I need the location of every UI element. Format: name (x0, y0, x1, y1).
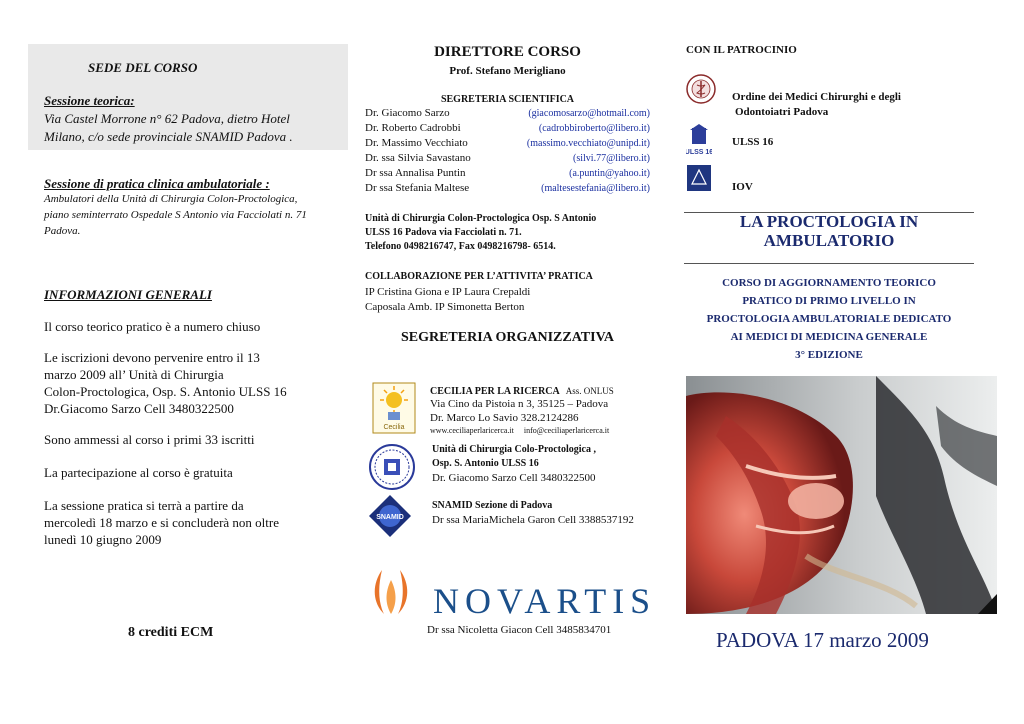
contact-name: Dr ssa Stefania Maltese (365, 182, 470, 194)
snamid-logo-text: SNAMID (376, 514, 404, 521)
crediti-ecm: 8 crediti ECM (128, 625, 214, 640)
anatomy-illustration (686, 376, 997, 614)
info-numero-chiuso: Il corso teorico pratico è a numero chiuso (44, 319, 261, 334)
main-title-2: AMBULATORIO (763, 231, 895, 250)
ulss-building-icon (686, 124, 712, 156)
sede-title: SEDE DEL CORSO (88, 60, 198, 75)
cecilia-logo-icon (372, 382, 416, 434)
pratica-text-1: Ambulatori della Unità di Chirurgia Colon-Proctologica, (44, 193, 298, 205)
cecilia-web[interactable]: www.ceciliaperlaricerca.it info@ceciliaperlaricerca.it (430, 426, 610, 435)
segreteria-organizzativa-title: SEGRETERIA ORGANIZZATIVA (400, 330, 615, 345)
collab-line-2: Caposala Amb. IP Simonetta Berton (365, 301, 525, 313)
segreteria-scientifica-title: SEGRETERIA SCIENTIFICA (440, 94, 575, 105)
ordine-line-1: Ordine dei Medici Chirurghi e degli (732, 91, 901, 103)
contact-row (365, 167, 650, 182)
main-title-1: LA PROCTOLOGIA IN (739, 212, 919, 231)
info-sessione-3: lunedì 10 giugno 2009 (44, 532, 162, 547)
info-iscrizioni-4: Dr.Giacomo Sarzo Cell 3480322500 (44, 401, 234, 416)
info-sessione-2: mercoledì 18 marzo e si concluderà non oltre (44, 515, 279, 530)
snamid-title: SNAMID Sezione di Padova (432, 500, 553, 511)
contact-row (365, 182, 650, 197)
info-iscrizioni-2: marzo 2009 all’ Unità di Chirurgia (44, 367, 224, 382)
contact-email[interactable]: (silvi.77@libero.it) (573, 153, 650, 164)
snamid-logo (368, 494, 412, 538)
ordine-line-2: Odontoiatri Padova (735, 106, 829, 118)
contact-row (365, 122, 650, 137)
anatomy-image-icon (686, 376, 997, 614)
contact-row (365, 137, 650, 152)
contact-name: Dr. ssa Silvia Savastano (365, 152, 471, 164)
ordine-logo (686, 74, 716, 104)
ulss-unit-1: Unità di Chirurgia Colo-Proctologica , (432, 444, 596, 455)
course-subtitle-1: CORSO DI AGGIORNAMENTO TEORICO (722, 277, 936, 289)
contact-email[interactable]: (giacomosarzo@hotmail.com) (528, 108, 650, 119)
collab-title: COLLABORAZIONE PER L’ATTIVITA’ PRATICA (365, 271, 593, 282)
contact-email[interactable]: (massimo.vecchiato@unipd.it) (526, 138, 650, 149)
collab-line-1: IP Cristina Giona e IP Laura Crepaldi (365, 286, 531, 298)
teorica-title: Sessione teorica: (44, 93, 135, 108)
cecilia-contact: Dr. Marco Lo Savio 328.2124286 (430, 412, 579, 424)
pratica-text-2: piano seminterrato Ospedale S Antonio via Facciolati n. 71 (44, 209, 307, 221)
contact-name: Dr. Massimo Vecchiato (365, 137, 468, 149)
contacts-list (365, 107, 650, 197)
info-sessione-1: La sessione pratica si terrà a partire da (44, 498, 244, 513)
iov-logo (686, 164, 712, 192)
cecilia-header (430, 385, 614, 398)
iov-label: IOV (732, 181, 753, 193)
unit-address-2: ULSS 16 Padova via Facciolati n. 71. (365, 227, 522, 238)
contact-name: Dr ssa Annalisa Puntin (365, 167, 466, 179)
course-edition: 3° EDIZIONE (795, 349, 863, 361)
title-rule-bottom (684, 263, 974, 264)
cecilia-name: CECILIA PER LA RICERCA (430, 386, 560, 397)
pratica-text-3: Padova. (44, 225, 81, 237)
novartis-contact: Dr ssa Nicoletta Giacon Cell 3485834701 (427, 624, 612, 636)
novartis-flame-logo (368, 566, 414, 618)
teorica-text-1: Via Castel Morrone n° 62 Padova, dietro Hotel (44, 111, 290, 126)
info-iscrizioni-1: Le iscrizioni devono pervenire entro il 13 (44, 350, 260, 365)
contact-name: Dr. Giacomo Sarzo (365, 107, 450, 119)
ulss-unit-3: Dr. Giacomo Sarzo Cell 3480322500 (432, 472, 596, 484)
flame-icon (368, 566, 414, 618)
contact-name: Dr. Roberto Cadrobbi (365, 122, 461, 134)
cecilia-address: Via Cino da Pistoia n 3, 35125 – Padova (430, 398, 609, 410)
teorica-text-2: Milano, c/o sede provinciale SNAMID Padova . (44, 129, 293, 144)
novartis-wordmark: NOVARTIS (433, 581, 657, 621)
cecilia-tag: Ass. ONLUS (565, 386, 614, 396)
unit-address-3: Telefono 0498216747, Fax 0498216798- 6514. (365, 241, 556, 252)
seal-icon (369, 444, 415, 490)
info-gratuita: La partecipazione al corso è gratuita (44, 465, 233, 480)
medical-caduceus-icon (686, 74, 716, 104)
ulss-seal-logo (369, 444, 415, 490)
contact-email[interactable]: (a.puntin@yahoo.it) (569, 168, 650, 179)
contact-email[interactable]: (cadrobbiroberto@libero.it) (538, 123, 650, 134)
cecilia-logo (372, 382, 416, 434)
info-ammessi: Sono ammessi al corso i primi 33 iscritti (44, 432, 255, 447)
ulss16-label: ULSS 16 (732, 136, 774, 148)
iov-emblem-icon (686, 164, 712, 192)
unit-address-1: Unità di Chirurgia Colon-Proctologica Osp. S Antonio (365, 213, 597, 224)
ulss16-logo (686, 124, 712, 156)
contact-row (365, 152, 650, 167)
direttore-name: Prof. Stefano Merigliano (449, 65, 566, 77)
course-subtitle-4: AI MEDICI DI MEDICINA GENERALE (730, 331, 928, 343)
pratica-title: Sessione di pratica clinica ambulatoriale : (44, 176, 270, 191)
info-iscrizioni-3: Colon-Proctologica, Osp. S. Antonio ULSS 16 (44, 384, 287, 399)
info-title: INFORMAZIONI GENERALI (44, 287, 212, 302)
contact-row (365, 107, 650, 122)
snamid-contact: Dr ssa MariaMichela Garon Cell 3388537192 (432, 514, 634, 526)
ulss16-logo-text: ULSS 16 (686, 149, 712, 156)
ulss-unit-2: Osp. S. Antonio ULSS 16 (432, 458, 539, 469)
course-subtitle-2: PRATICO DI PRIMO LIVELLO IN (742, 295, 916, 307)
footer-date: PADOVA 17 marzo 2009 (716, 628, 929, 652)
snamid-logo-icon (368, 494, 412, 538)
cecilia-logo-text: Cecilia (383, 424, 405, 431)
course-subtitle-3: PROCTOLOGIA AMBULATORIALE DEDICATO (706, 313, 952, 325)
direttore-title: DIRETTORE CORSO (434, 44, 581, 60)
contact-email[interactable]: (maltesestefania@libero.it) (541, 183, 650, 194)
patrocinio-title: CON IL PATROCINIO (686, 44, 797, 56)
